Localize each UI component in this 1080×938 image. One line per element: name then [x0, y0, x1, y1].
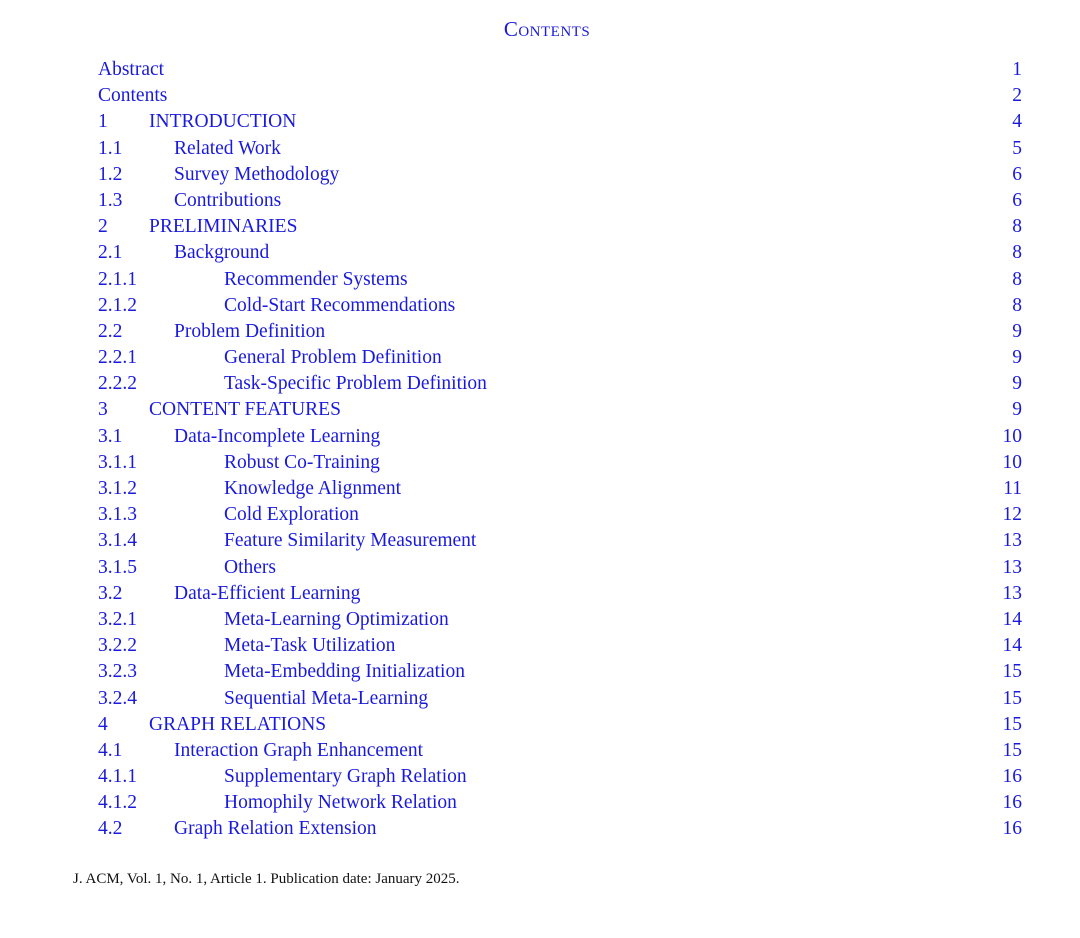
toc-entry-title[interactable]: Problem Definition	[174, 320, 326, 342]
toc-entry-page[interactable]: 15	[1002, 687, 1022, 709]
toc-entry-title[interactable]: Graph Relation Extension	[174, 818, 377, 840]
toc-entry-number: 3.1.2	[98, 478, 137, 499]
toc-entry-number: 1.1	[98, 137, 123, 159]
toc-entry-title[interactable]: Homophily Network Relation	[224, 792, 457, 814]
toc-entry-title[interactable]: Survey Methodology	[174, 163, 340, 185]
toc-entry-number: 3.2.4	[98, 687, 137, 709]
toc-entry-title[interactable]: Data-Incomplete Learning	[174, 425, 381, 447]
toc-entry-title[interactable]: General Problem Definition	[224, 347, 442, 369]
toc-entry-page[interactable]: 1	[1012, 59, 1022, 80]
toc-entry[interactable]	[98, 528, 1022, 554]
toc-entry-title[interactable]: Feature Similarity Measurement	[224, 530, 477, 552]
toc-entry-title[interactable]: Task-Specific Problem Definition	[224, 373, 487, 395]
toc-entry-page[interactable]: 6	[1012, 163, 1022, 185]
toc-entry-title[interactable]: GRAPH RELATIONS	[149, 713, 327, 735]
toc-entry-page[interactable]: 8	[1012, 242, 1022, 264]
toc-entry[interactable]	[98, 293, 1022, 319]
toc-entry-number: 3.1.4	[98, 530, 137, 552]
toc-entry-number: 4.1	[98, 739, 123, 761]
toc-entry[interactable]	[98, 214, 1022, 240]
toc-entry-title[interactable]: Meta-Task Utilization	[224, 635, 396, 657]
contents-heading: Contents	[503, 17, 591, 41]
journal-footer: J. ACM, Vol. 1, No. 1, Article 1. Publication date: January 2025.	[73, 871, 460, 887]
toc-entry-page[interactable]: 13	[1002, 530, 1022, 552]
toc-entry[interactable]	[98, 319, 1022, 345]
toc-entry-page[interactable]: 16	[1002, 766, 1022, 788]
toc-entry-title[interactable]: Background	[174, 242, 270, 264]
toc-entry-page[interactable]: 13	[1002, 556, 1022, 578]
toc-entry[interactable]	[98, 555, 1022, 581]
toc-entry-page[interactable]: 15	[1002, 661, 1022, 683]
toc-entry[interactable]	[98, 581, 1022, 607]
toc-entry-title[interactable]: Supplementary Graph Relation	[224, 766, 467, 788]
toc-entry[interactable]	[98, 162, 1022, 188]
toc-entry-title[interactable]: Recommender Systems	[224, 268, 408, 290]
toc-entry-title[interactable]: Cold Exploration	[224, 504, 359, 526]
toc-entry[interactable]	[98, 424, 1022, 450]
toc-entry-number: 2	[98, 216, 108, 238]
toc-entry-page[interactable]: 9	[1012, 347, 1022, 369]
toc-entry-page[interactable]: 9	[1012, 399, 1022, 421]
toc-entry[interactable]	[98, 607, 1022, 633]
toc-entry-number: 3	[98, 399, 108, 421]
toc-entry-title[interactable]: CONTENT FEATURES	[149, 399, 341, 421]
toc-entry-number: 3.1.1	[98, 451, 137, 473]
toc-entry-number: 2.1	[98, 242, 123, 264]
toc-entry-title[interactable]: Sequential Meta-Learning	[224, 687, 429, 709]
toc-entry-page[interactable]: 5	[1012, 137, 1022, 159]
toc-entry-number: 2.1.1	[98, 268, 137, 290]
toc-entry-page[interactable]: 16	[1002, 792, 1022, 814]
toc-entry[interactable]	[98, 57, 1022, 83]
toc-entry[interactable]	[98, 136, 1022, 162]
toc-entry-page[interactable]: 9	[1012, 320, 1022, 342]
table-of-contents	[98, 57, 1022, 843]
toc-entry-page[interactable]: 15	[1002, 713, 1022, 735]
toc-entry[interactable]	[98, 83, 1022, 109]
toc-entry-page[interactable]: 14	[1002, 635, 1022, 657]
toc-entry-number: 3.2.3	[98, 661, 137, 683]
toc-entry-page[interactable]: 6	[1012, 189, 1022, 211]
toc-entry[interactable]	[98, 712, 1022, 738]
toc-entry-title[interactable]: INTRODUCTION	[149, 111, 297, 133]
toc-entry-number: 3.1.3	[98, 504, 137, 526]
toc-entry-title[interactable]: Interaction Graph Enhancement	[174, 739, 424, 761]
toc-entry-number: 4.1.2	[98, 792, 137, 814]
toc-entry-page[interactable]: 8	[1012, 294, 1022, 316]
toc-entry-number: 3.1	[98, 425, 123, 447]
toc-entry-number: 3.2.2	[98, 635, 137, 657]
toc-entry-number: 4.2	[98, 818, 123, 840]
toc-entry-number: 3.2	[98, 582, 123, 604]
toc-entry-title[interactable]: Knowledge Alignment	[224, 478, 402, 499]
toc-entry-page[interactable]: 16	[1002, 818, 1022, 840]
toc-entry-title[interactable]: Robust Co-Training	[224, 451, 380, 473]
toc-entry-title[interactable]: Cold-Start Recommendations	[224, 294, 456, 316]
toc-entry-page[interactable]: 12	[1002, 504, 1022, 526]
toc-entry[interactable]	[98, 633, 1022, 659]
toc-entry-number: 1.3	[98, 189, 123, 211]
toc-entry-number: 2.2	[98, 320, 123, 342]
toc-entry[interactable]	[98, 738, 1022, 764]
toc-entry[interactable]	[98, 790, 1022, 816]
toc-entry-number: 1	[98, 111, 108, 133]
toc-entry[interactable]	[98, 659, 1022, 685]
toc-entry-title[interactable]: Contributions	[174, 189, 282, 211]
toc-entry[interactable]	[98, 109, 1022, 135]
toc-entry[interactable]	[98, 267, 1022, 293]
toc-entry-page[interactable]: 13	[1002, 582, 1022, 604]
toc-entry-number: 3.2.1	[98, 608, 137, 630]
toc-entry[interactable]	[98, 450, 1022, 476]
toc-entry[interactable]	[98, 345, 1022, 371]
toc-entry-page[interactable]: 8	[1012, 268, 1022, 290]
toc-entry-page[interactable]: 9	[1012, 373, 1022, 395]
toc-entry[interactable]	[98, 476, 1022, 502]
toc-entry-number: 1.2	[98, 163, 123, 185]
toc-entry-title[interactable]: PRELIMINARIES	[149, 216, 298, 238]
toc-entry-title[interactable]: Data-Efficient Learning	[174, 582, 361, 604]
toc-entry[interactable]	[98, 371, 1022, 397]
toc-entry-page[interactable]: 10	[1002, 451, 1022, 473]
toc-entry-number: 4	[98, 713, 108, 735]
toc-entry-page[interactable]: 14	[1002, 608, 1022, 630]
toc-entry-page[interactable]: 4	[1012, 111, 1022, 133]
toc-entry-page[interactable]: 8	[1012, 216, 1022, 238]
toc-entry-number: 2.2.2	[98, 373, 137, 395]
toc-entry-page[interactable]: 10	[1002, 425, 1022, 447]
toc-entry-title[interactable]: Others	[224, 556, 276, 578]
toc-entry-title[interactable]: Meta-Embedding Initialization	[224, 661, 465, 683]
toc-entry-page[interactable]: 2	[1012, 85, 1022, 107]
toc-entry-page[interactable]: 15	[1002, 739, 1022, 761]
toc-entry-page[interactable]: 11	[1003, 478, 1022, 499]
toc-entry-title[interactable]: Meta-Learning Optimization	[224, 608, 449, 630]
toc-entry-title[interactable]: Related Work	[174, 137, 281, 159]
toc-entry-number: 3.1.5	[98, 556, 137, 578]
toc-entry[interactable]	[98, 502, 1022, 528]
toc-entry-title[interactable]: Abstract	[98, 59, 165, 80]
toc-entry[interactable]	[98, 397, 1022, 423]
toc-entry[interactable]	[98, 686, 1022, 712]
toc-entry-number: 2.1.2	[98, 294, 137, 316]
toc-entry[interactable]	[98, 816, 1022, 842]
toc-entry-number: 4.1.1	[98, 766, 137, 788]
toc-entry[interactable]	[98, 764, 1022, 790]
toc-entry-number: 2.2.1	[98, 347, 137, 369]
toc-entry[interactable]	[98, 188, 1022, 214]
toc-entry-title[interactable]: Contents	[98, 85, 168, 107]
toc-entry[interactable]	[98, 240, 1022, 266]
